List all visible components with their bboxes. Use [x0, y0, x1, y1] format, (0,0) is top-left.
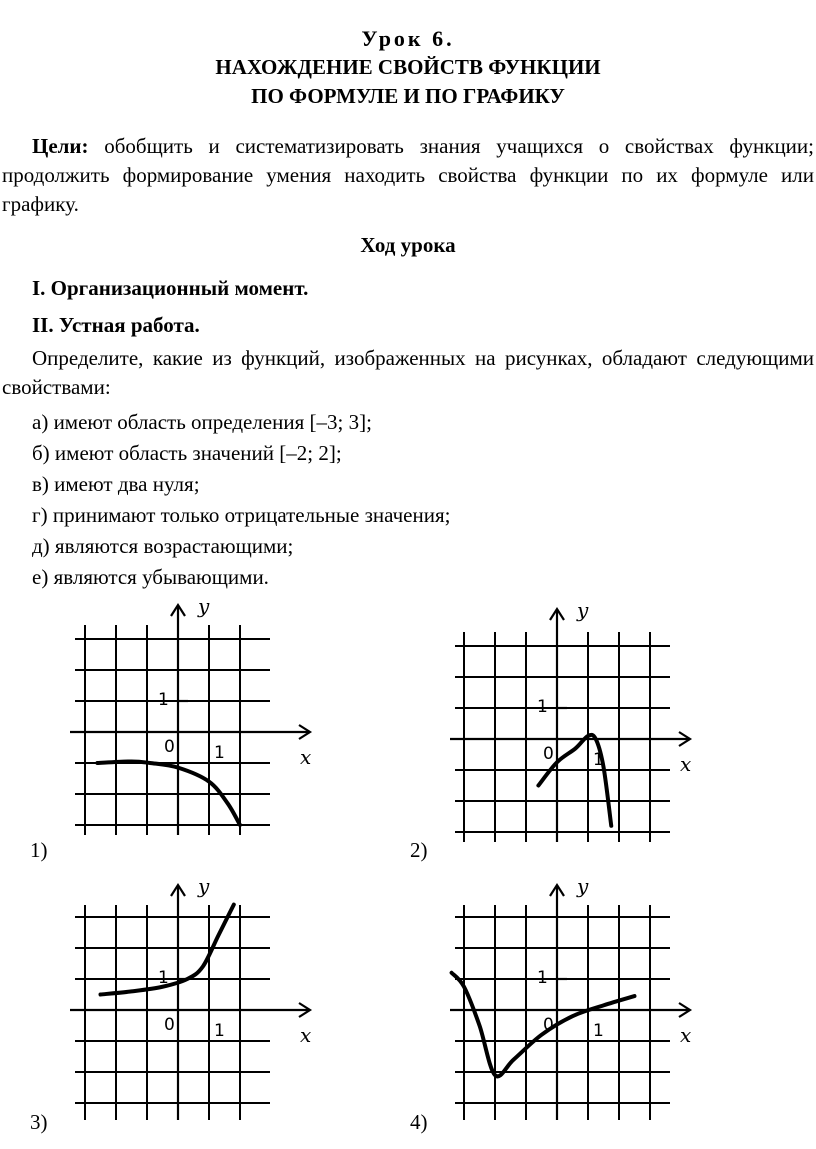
- x-axis-label: x: [300, 1023, 312, 1047]
- goals-paragraph: [2, 132, 814, 219]
- y-axis-label: y: [577, 598, 589, 622]
- y-unit-label: 1: [537, 697, 548, 717]
- y-unit-label: 1: [158, 968, 169, 988]
- task-item-a: а) имеют область определения [–3; 3];: [32, 410, 372, 434]
- lesson-number: Урок 6.: [361, 26, 455, 51]
- x-axis-label: x: [680, 752, 692, 776]
- y-axis-label: y: [198, 594, 210, 618]
- origin-label: 0: [164, 737, 175, 757]
- x-unit-label: 1: [593, 1021, 604, 1041]
- task-item-e: е) являются убывающими.: [32, 565, 269, 589]
- x-axis-label: x: [680, 1023, 692, 1047]
- x-unit-label: 1: [593, 750, 604, 770]
- task-intro: Определите, какие из функций, изображенных на рисунках, обладают следующими свойствами:: [2, 346, 814, 399]
- task-item-d: д) являются возрастающими;: [32, 534, 294, 558]
- figure-3-number: 3): [30, 1110, 48, 1134]
- figure-2-number: 2): [410, 838, 428, 862]
- origin-label: 0: [543, 744, 554, 764]
- section-oral-work: II. Устная работа.: [32, 313, 200, 337]
- y-unit-label: 1: [537, 968, 548, 988]
- lesson-title-line-1: НАХОЖДЕНИЕ СВОЙСТВ ФУНКЦИИ: [215, 55, 601, 79]
- origin-label: 0: [543, 1015, 554, 1035]
- task-item-b: б) имеют область значений [–2; 2];: [32, 441, 342, 465]
- x-axis-label: x: [300, 745, 312, 769]
- origin-label: 0: [164, 1015, 175, 1035]
- x-unit-label: 1: [214, 743, 225, 763]
- figure-4-number: 4): [410, 1110, 428, 1134]
- graph-3: [0, 870, 330, 1130]
- goals-label: Цели:: [32, 134, 89, 158]
- task-item-v: в) имеют два нуля;: [32, 472, 200, 496]
- y-unit-label: 1: [158, 690, 169, 710]
- graph-4: [420, 870, 710, 1130]
- goals-text: обобщить и систематизировать знания учащихся о свойствах функции; продолжить формирование умения находить свойства функции по их формуле или графику.: [2, 134, 814, 216]
- x-unit-label: 1: [214, 1021, 225, 1041]
- y-axis-label: y: [198, 874, 210, 898]
- lesson-title-line-2: ПО ФОРМУЛЕ И ПО ГРАФИКУ: [251, 84, 565, 108]
- section-organizational: I. Организационный момент.: [32, 276, 309, 300]
- task-item-g: г) принимают только отрицательные значения;: [32, 503, 451, 527]
- course-heading: Ход урока: [360, 233, 456, 257]
- graph-1: [0, 590, 330, 855]
- figure-1-number: 1): [30, 838, 48, 862]
- graph-2: [420, 597, 710, 852]
- y-axis-label: y: [577, 874, 589, 898]
